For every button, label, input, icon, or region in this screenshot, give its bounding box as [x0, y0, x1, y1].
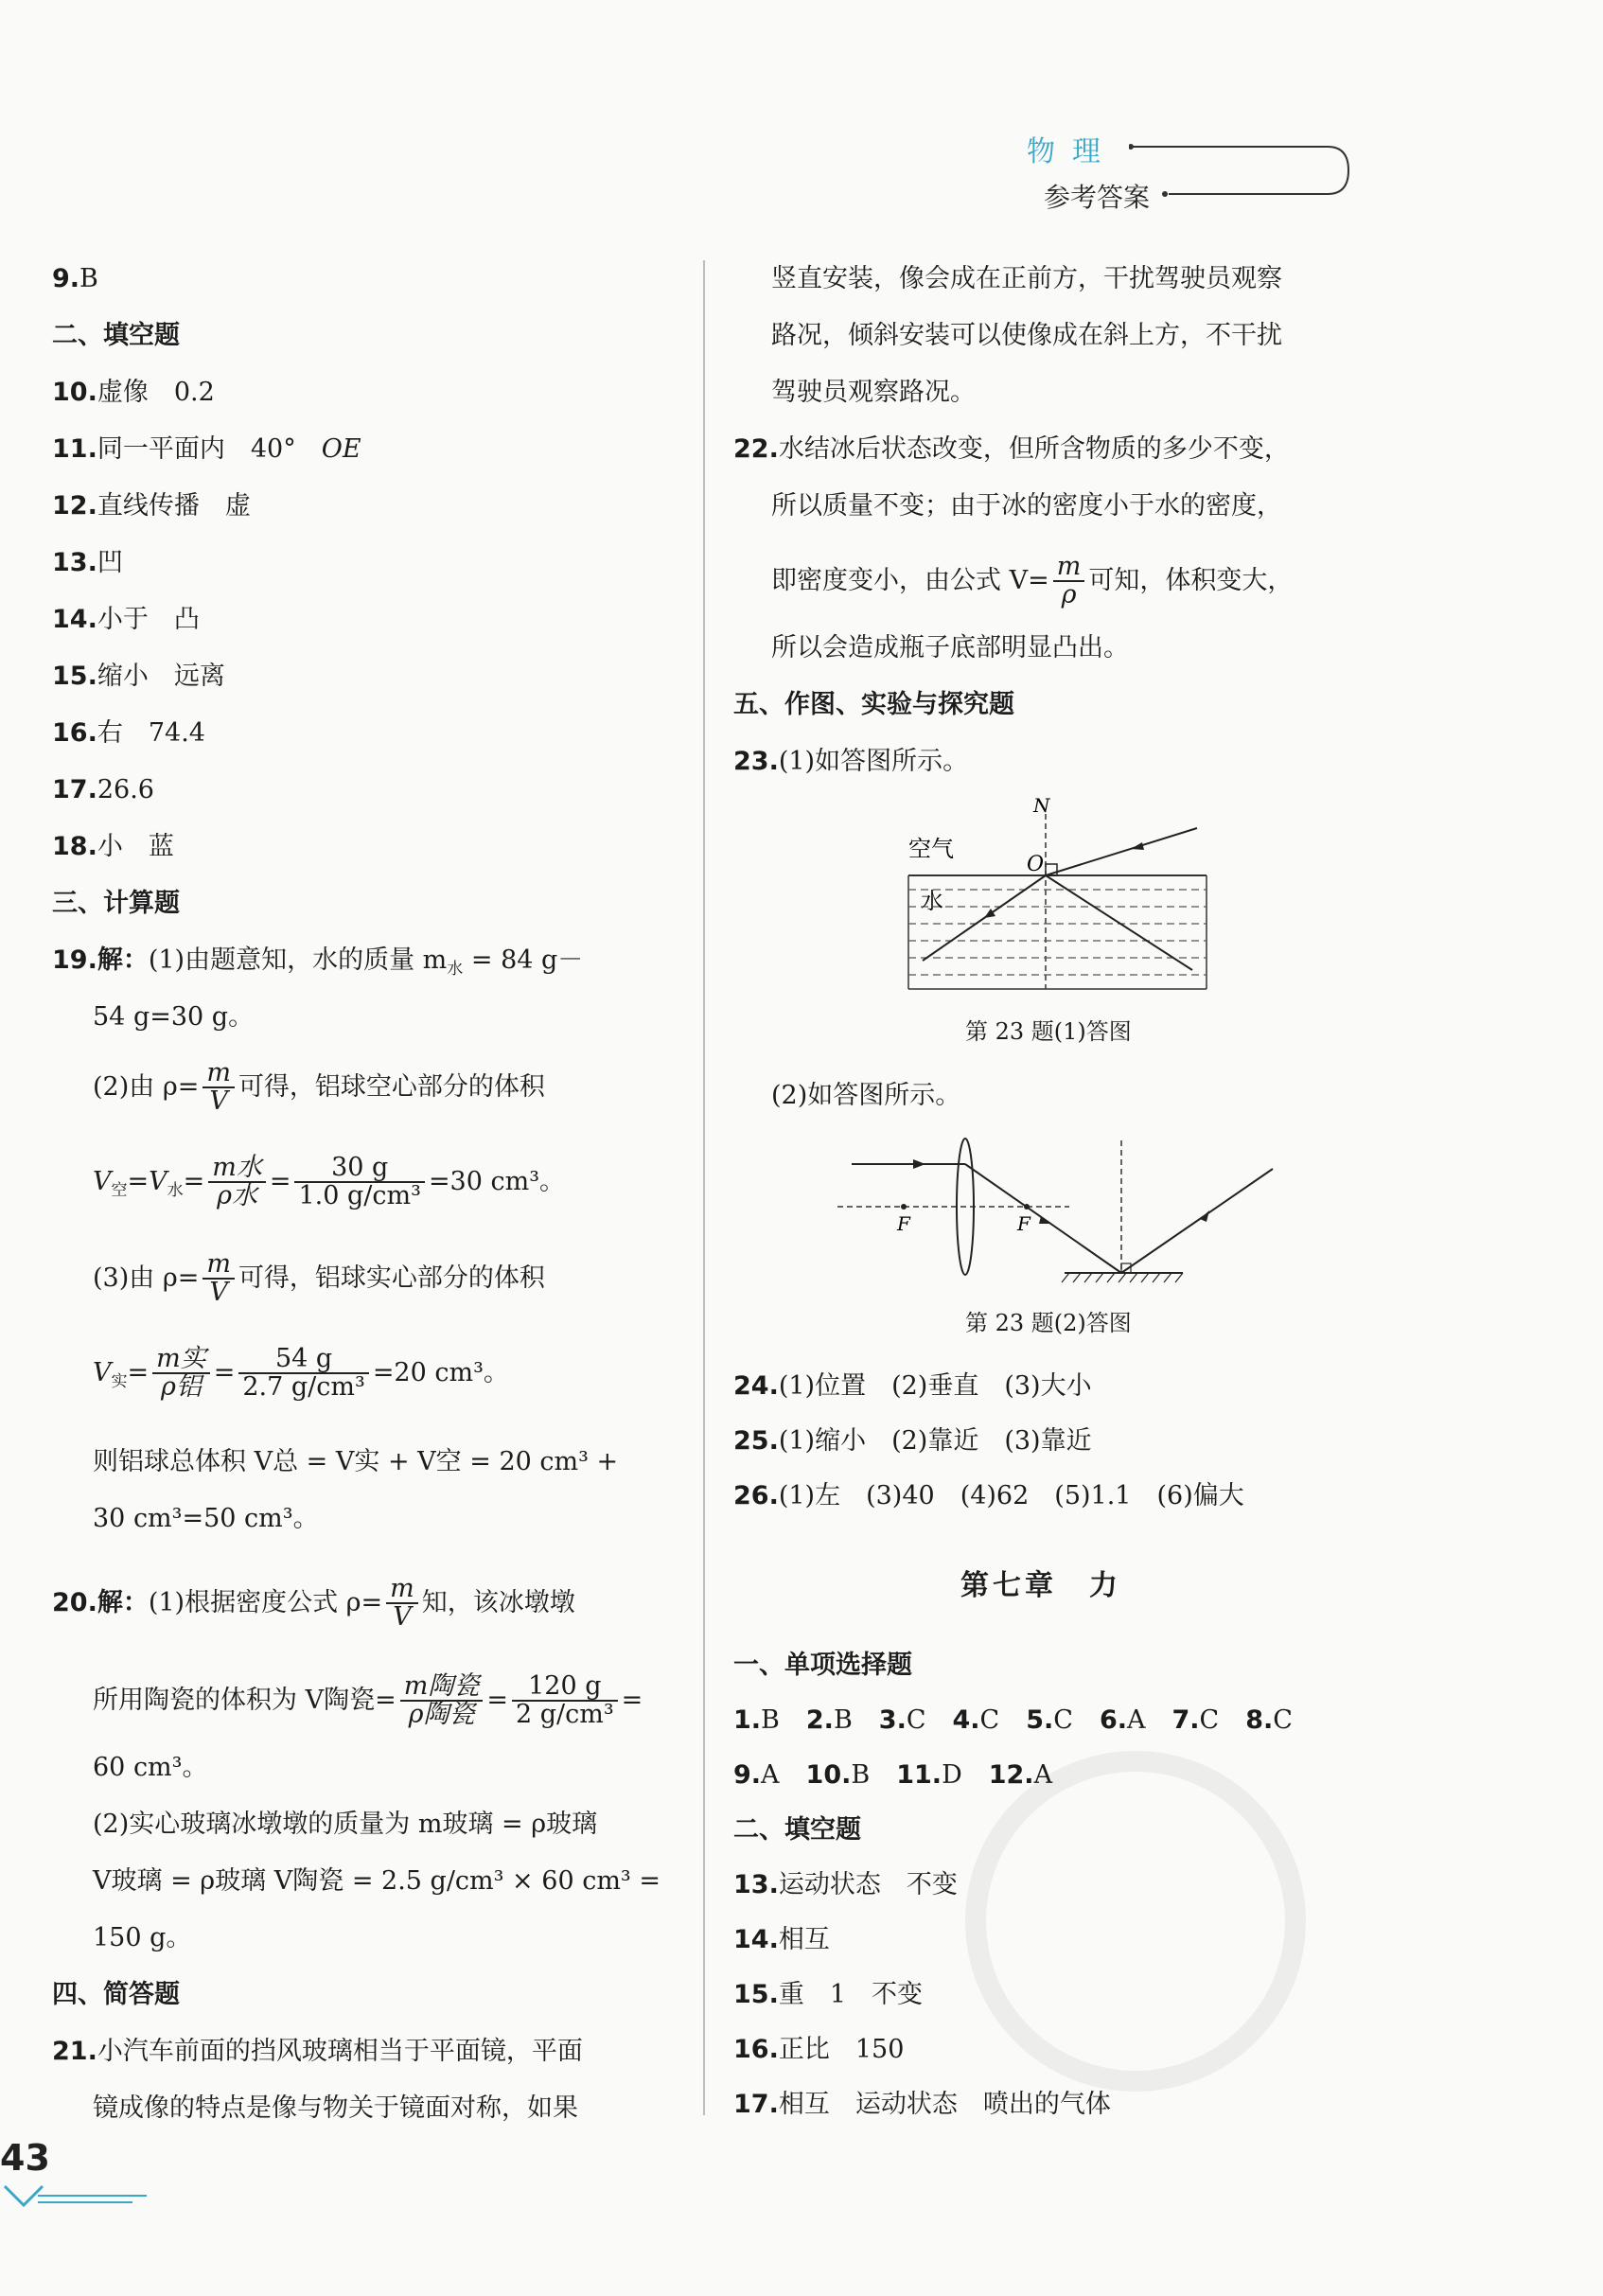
watermark-seal	[965, 1751, 1306, 2092]
fill-value: 重 1 不变	[778, 1980, 924, 2009]
label-F-right: F	[1017, 1212, 1030, 1235]
answer-number: 11.	[52, 434, 97, 464]
label-water: 水	[921, 888, 943, 914]
mc-number: 1.	[733, 1705, 762, 1735]
chapter-title: 第七章 力	[960, 1569, 1121, 1602]
q19-frac5-den: ρ铝	[160, 1372, 202, 1403]
answer-number: 10.	[52, 378, 97, 407]
q22-number: 22.	[733, 434, 779, 464]
answer-number: 13.	[52, 548, 97, 577]
fill-value: 相互 运动状态 喷出的气体	[778, 2090, 1111, 2119]
section-heading: 二、填空题	[52, 321, 180, 350]
answer-q9	[52, 260, 98, 298]
q20-l2e: =	[621, 1685, 643, 1715]
q19-line3a: (2)由 ρ=	[93, 1071, 200, 1102]
answer-number: 9.	[52, 264, 80, 293]
mc-number: 8.	[1245, 1705, 1274, 1735]
diagram1-caption: 第 23 题(1)答图	[965, 1018, 1132, 1045]
label-O: O	[1027, 853, 1045, 876]
answer-q13	[52, 544, 123, 582]
answer-number: 14.	[52, 605, 97, 634]
q21-line3: 竖直安装，像会成在正前方，干扰驾驶员观察	[771, 264, 1282, 293]
q19-l4bs: 水	[167, 1180, 184, 1200]
q26-number: 26.	[733, 1481, 779, 1510]
page-number-decoration-icon	[0, 2177, 151, 2215]
q20-line5: V玻璃 = ρ玻璃 V陶瓷 = 2.5 g/cm³ × 60 cm³ =	[93, 1866, 661, 1896]
q22-l3b: 可知，体积变大，	[1088, 565, 1294, 595]
column-divider	[703, 260, 705, 2115]
q19-line2: 54 g=30 g。	[93, 1002, 255, 1032]
fill-value: 运动状态 不变	[778, 1870, 958, 1899]
section-heading: 三、计算题	[52, 889, 180, 918]
mc-number: 12.	[988, 1760, 1034, 1790]
page-number: 43	[0, 2137, 50, 2179]
q19-frac1	[203, 1060, 235, 1116]
fill-value: 正比 150	[778, 2035, 905, 2064]
answer-value: 26.6	[97, 775, 154, 804]
q20-l1b: 知，该冰墩墩	[421, 1587, 575, 1617]
q19-frac6	[238, 1346, 368, 1402]
answer-value: B	[79, 264, 98, 293]
q19-line8: 30 cm³=50 cm³。	[93, 1504, 319, 1533]
mc-number: 3.	[878, 1705, 907, 1735]
fill-answer	[733, 2086, 1111, 2124]
q19-l5a: (3)由 ρ=	[93, 1263, 200, 1293]
q19-frac4	[203, 1251, 235, 1307]
label-air: 空气	[908, 836, 954, 862]
q19-frac2-num: m水	[208, 1155, 266, 1183]
q20-line4: (2)实心玻璃冰墩墩的质量为 m玻璃 = ρ玻璃	[93, 1810, 598, 1839]
mc-number: 6.	[1099, 1705, 1127, 1735]
q19-frac4-den: V	[209, 1278, 228, 1308]
q23-line1: (1)如答图所示。	[778, 747, 969, 776]
mc-row-1	[733, 1702, 1319, 1740]
answer-number: 15.	[52, 662, 97, 691]
q19-line1-end: = 84 g－	[463, 945, 584, 975]
q20-frac1-num: m	[386, 1576, 418, 1604]
q19-frac1-den: V	[209, 1086, 228, 1117]
subtitle: 参考答案	[1044, 182, 1151, 213]
mc-answer: A	[1033, 1760, 1053, 1790]
q20-l2a: 所用陶瓷的体积为 V陶瓷=	[93, 1685, 396, 1715]
q19-frac5	[152, 1346, 210, 1402]
section-fill-blank-2: 二、填空题	[733, 1815, 861, 1845]
q24-number: 24.	[733, 1371, 779, 1401]
q19-l4a: V	[93, 1166, 112, 1196]
mc-number: 5.	[1026, 1705, 1054, 1735]
answer-q12	[52, 487, 251, 525]
answer-q18	[52, 828, 174, 866]
mc-answer: C	[1273, 1705, 1293, 1735]
answer-number: 16.	[52, 718, 97, 748]
q20-lead: 解：	[97, 1587, 149, 1617]
q19-frac5-num: m实	[152, 1346, 210, 1374]
header-decoration-icon	[1129, 128, 1356, 203]
q20-number: 20.	[52, 1587, 97, 1617]
q20-frac3	[512, 1673, 618, 1729]
mc-answer: A	[1126, 1705, 1146, 1735]
q19-l4e: =30 cm³。	[428, 1166, 566, 1196]
mc-row-2	[733, 1757, 1079, 1794]
q22-line1: 水结冰后状态改变，但所含物质的多少不变，	[778, 434, 1290, 464]
fill-number: 15.	[733, 1980, 779, 2009]
q23-number: 23.	[733, 747, 779, 776]
subject-title: 物理	[1027, 135, 1118, 168]
mc-answer: B	[833, 1705, 853, 1735]
q20-l1a: (1)根据密度公式 ρ=	[148, 1587, 383, 1617]
q20-frac2-num: m陶瓷	[400, 1673, 484, 1702]
q20-frac3-num: 120 g	[512, 1673, 618, 1702]
q22-frac	[1053, 554, 1085, 609]
mc-number: 11.	[896, 1760, 942, 1790]
q21-line2: 镜成像的特点是像与物关于镜面对称，如果	[93, 2093, 578, 2123]
page-header	[1027, 128, 1348, 222]
diagram2-caption: 第 23 题(2)答图	[965, 1310, 1132, 1336]
label-F-left: F	[897, 1212, 910, 1235]
answer-number: 18.	[52, 832, 97, 861]
answer-value: 凹	[97, 548, 123, 577]
q19-frac6-den: 2.7 g/cm³	[242, 1372, 365, 1403]
q19-l4b: =V	[127, 1166, 167, 1196]
section-short-answer: 四、简答题	[52, 1980, 180, 2009]
refraction-diagram	[904, 795, 1216, 994]
answer-q11	[52, 431, 361, 468]
fill-number: 17.	[733, 2090, 779, 2119]
fill-number: 14.	[733, 1925, 779, 1954]
answer-q15	[52, 658, 225, 696]
mc-answer: C	[1053, 1705, 1073, 1735]
mc-answer: A	[761, 1760, 780, 1790]
q20-frac1-den: V	[393, 1602, 412, 1633]
q19-frac3	[294, 1155, 424, 1210]
q20-frac3-den: 2 g/cm³	[515, 1700, 614, 1730]
q19-frac2-den: ρ水	[217, 1181, 257, 1211]
fill-answer	[733, 2031, 904, 2069]
q25-answer: (1)缩小 (2)靠近 (3)靠近	[778, 1426, 1092, 1456]
mc-number: 10.	[805, 1760, 852, 1790]
q22-line4: 所以会造成瓶子底部明显凸出。	[771, 633, 1129, 662]
q19-frac3-den: 1.0 g/cm³	[298, 1181, 421, 1211]
q19-line7: 则铝球总体积 V总 = V实 + V空 = 20 cm³ +	[93, 1447, 619, 1476]
q19-l6e: =20 cm³。	[372, 1357, 509, 1387]
q19-l6as: 实	[111, 1371, 128, 1391]
q19-l6a: V	[93, 1357, 112, 1387]
answer-number: 12.	[52, 491, 97, 521]
q22-frac-den: ρ	[1061, 580, 1077, 610]
q19-lead: 解：	[97, 945, 149, 975]
q19-frac1-num: m	[203, 1060, 235, 1088]
mc-number: 2.	[805, 1705, 834, 1735]
answer-value: 小 蓝	[97, 832, 174, 861]
q25-number: 25.	[733, 1426, 779, 1456]
q19-l4as: 空	[111, 1180, 128, 1200]
answer-q16	[52, 715, 205, 752]
mc-number: 9.	[733, 1760, 762, 1790]
q22-line2: 所以质量不变；由于冰的密度小于水的密度，	[771, 491, 1282, 521]
mc-number: 4.	[952, 1705, 980, 1735]
q19-l4c: =	[183, 1166, 205, 1196]
q21-number: 21.	[52, 2037, 97, 2066]
q20-frac2	[400, 1673, 484, 1729]
q19-number: 19.	[52, 945, 97, 975]
section-single-choice: 一、单项选择题	[733, 1651, 912, 1680]
q19-frac6-num: 54 g	[238, 1346, 368, 1374]
answer-q17	[52, 771, 154, 809]
q21-line4: 路况，倾斜安装可以使像成在斜上方，不干扰	[771, 321, 1282, 350]
q23-line2: (2)如答图所示。	[771, 1081, 961, 1110]
answer-value: 直线传播 虚	[97, 491, 251, 521]
q19-l5b: 可得，铝球实心部分的体积	[238, 1263, 545, 1293]
q26-answer: (1)左 (3)40 (4)62 (5)1.1 (6)偏大	[778, 1481, 1244, 1510]
mc-answer: D	[942, 1760, 962, 1790]
answer-number: 17.	[52, 775, 97, 804]
lens-mirror-diagram	[833, 1131, 1287, 1292]
q19-frac4-num: m	[203, 1251, 235, 1280]
q20-line3: 60 cm³。	[93, 1753, 208, 1782]
q24-answer: (1)位置 (2)垂直 (3)大小	[778, 1371, 1092, 1401]
mc-answer: C	[1199, 1705, 1220, 1735]
answer-q14	[52, 601, 200, 639]
q19-line1: (1)由题意知，水的质量 m	[148, 945, 448, 975]
q19-frac3-num: 30 g	[294, 1155, 424, 1183]
q20-frac1	[386, 1576, 418, 1632]
answer-value: 缩小 远离	[97, 662, 225, 691]
answer-value: 小于 凸	[97, 605, 200, 634]
q21-line5: 驾驶员观察路况。	[771, 378, 976, 407]
q22-l3a: 即密度变小，由公式 V=	[771, 565, 1049, 595]
mc-answer: B	[851, 1760, 871, 1790]
answer-italic: OE	[321, 434, 361, 464]
answer-value: 右 74.4	[97, 718, 205, 748]
fill-answer	[733, 1976, 923, 2014]
q22-frac-num: m	[1053, 554, 1085, 582]
answer-value: 虚像 0.2	[97, 378, 215, 407]
fill-answer	[733, 1866, 958, 1904]
mc-answer: C	[906, 1705, 926, 1735]
q19-line3b: 可得，铝球空心部分的体积	[238, 1071, 545, 1102]
label-N: N	[1033, 795, 1050, 817]
q20-line6: 150 g。	[93, 1923, 192, 1952]
q19-sub: 水	[447, 960, 464, 979]
section-drawing: 五、作图、实验与探究题	[733, 690, 1014, 719]
answer-value: 同一平面内 40°	[97, 434, 322, 464]
fill-value: 相互	[778, 1925, 830, 1954]
q21-line1: 小汽车前面的挡风玻璃相当于平面镜，平面	[97, 2037, 583, 2066]
q19-frac2	[208, 1155, 266, 1210]
q20-frac2-den: ρ陶瓷	[408, 1700, 475, 1730]
mc-answer: C	[979, 1705, 1000, 1735]
mc-number: 7.	[1171, 1705, 1200, 1735]
mc-answer: B	[761, 1705, 780, 1735]
fill-answer	[733, 1921, 830, 1959]
answer-q10	[52, 374, 215, 412]
fill-number: 13.	[733, 1870, 779, 1899]
fill-number: 16.	[733, 2035, 779, 2064]
